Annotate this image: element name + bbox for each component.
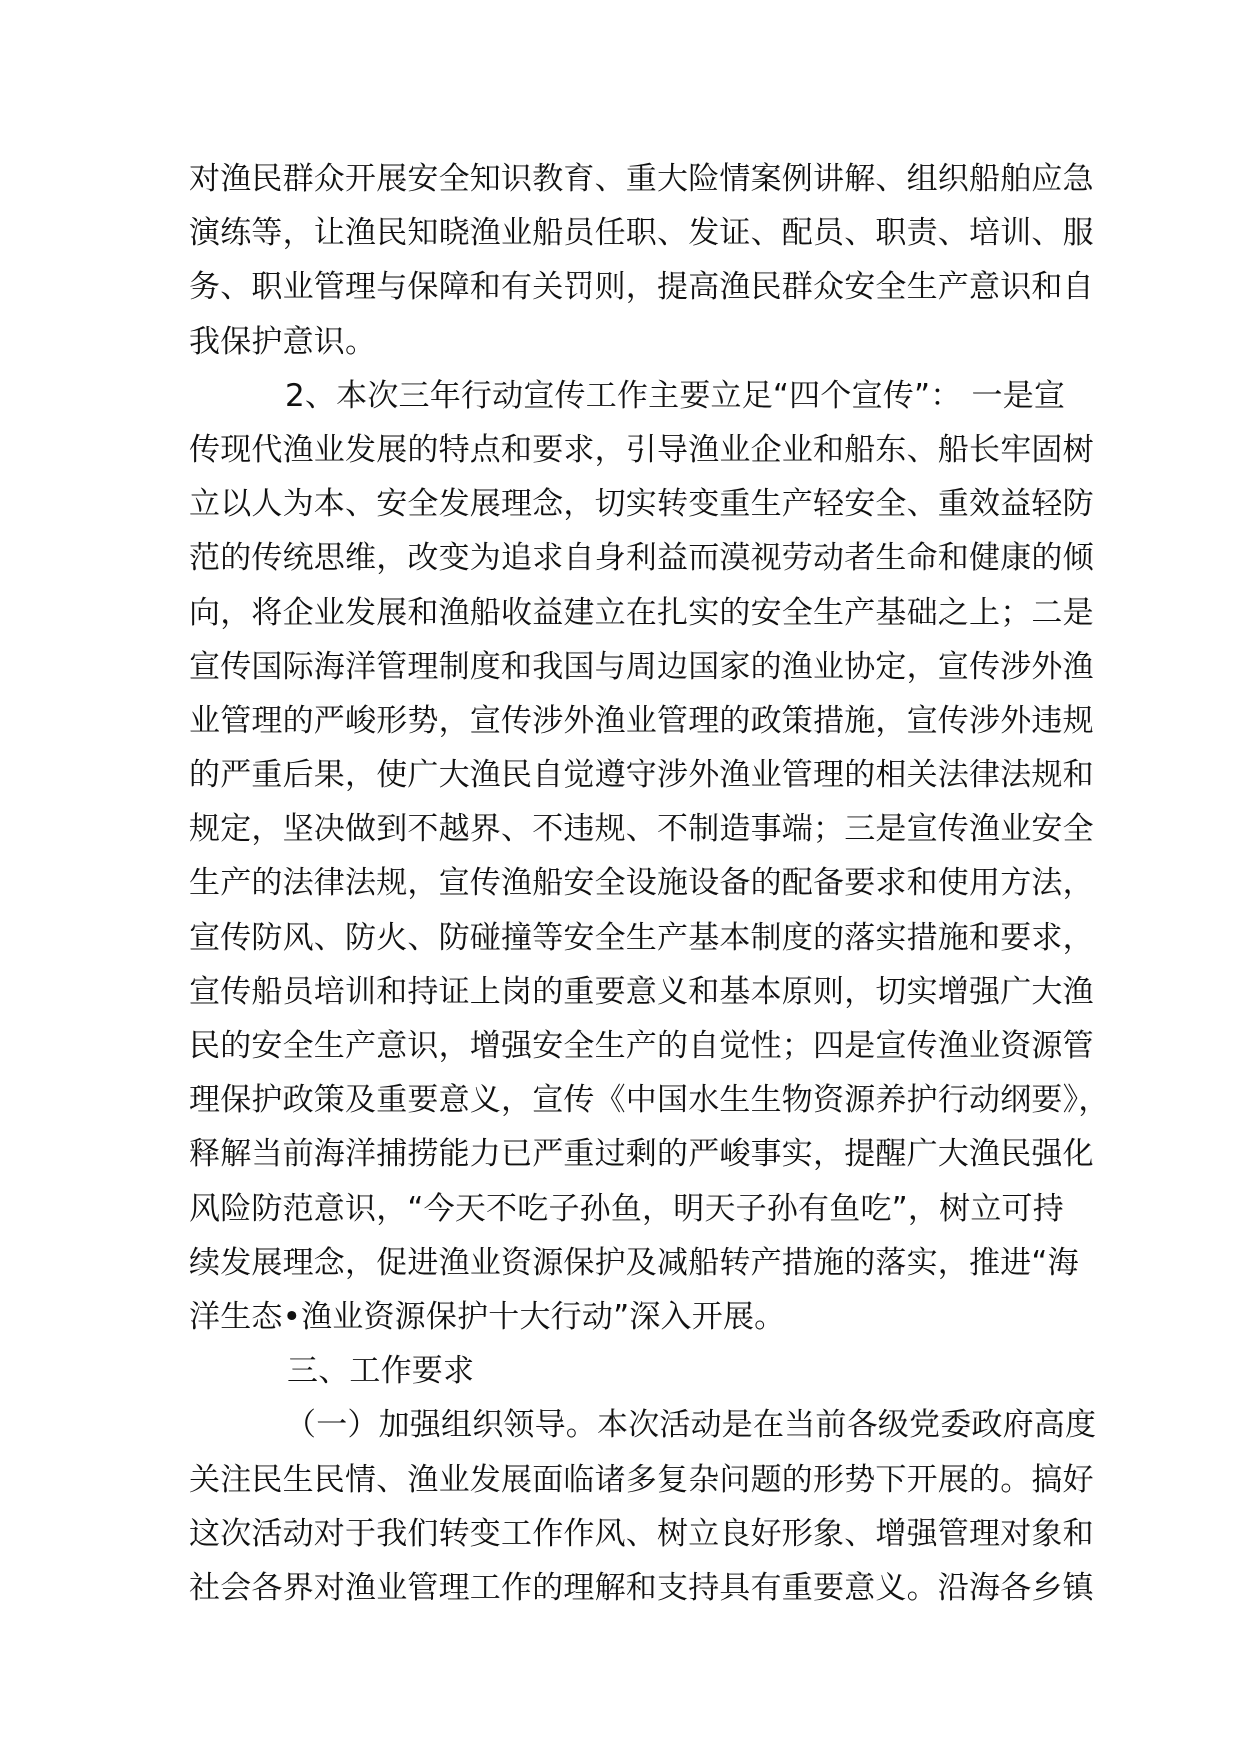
text-line: 业管理的严峻形势，宣传涉外渔业管理的政策措施，宣传涉外违规 [189, 702, 1094, 739]
text-line: 我保护意识。 [189, 323, 377, 360]
text-line: 民的安全生产意识，增强安全生产的自觉性；四是宣传渔业资源管 [189, 1028, 1094, 1064]
text-line: 续发展理念，促进渔业资源保护及减船转产措施的落实，推进“海 [189, 1244, 1079, 1281]
section-heading: 三、工作要求 [287, 1353, 475, 1390]
text-line: 的严重后果，使广大渔民自觉遵守涉外渔业管理的相关法律法规和 [189, 757, 1094, 794]
text-line: 对渔民群众开展安全知识教育、重大险情案例讲解、组织船舶应急 [189, 161, 1094, 197]
text-line: 传现代渔业发展的特点和要求，引导渔业企业和船东、船长牢固树 [189, 431, 1094, 468]
text-line: 这次活动对于我们转变工作作风、树立良好形象、增强管理对象和 [189, 1515, 1094, 1552]
text-line: 风险防范意识，“今天不吃子孙鱼，明天子孙有鱼吃”，树立可持 [189, 1190, 1064, 1227]
text-line: 务、职业管理与保障和有关罚则，提高渔民群众安全生产意识和自 [189, 269, 1094, 306]
text-line: 规定，坚决做到不越界、不违规、不制造事端；三是宣传渔业安全 [189, 811, 1094, 848]
text-line: 向，将企业发展和渔船收益建立在扎实的安全生产基础之上；二是 [189, 594, 1094, 631]
text-line: 关注民生民情、渔业发展面临诸多复杂问题的形势下开展的。搞好 [189, 1461, 1094, 1498]
text-line: 立以人为本、安全发展理念，切实转变重生产轻安全、重效益轻防 [189, 486, 1094, 523]
text-line: 宣传国际海洋管理制度和我国与周边国家的渔业协定，宣传涉外渔 [189, 648, 1094, 685]
text-line: 理保护政策及重要意义，宣传《中国水生生物资源养护行动纲要》， [189, 1082, 1110, 1119]
text-line: 生产的法律法规，宣传渔船安全设施设备的配备要求和使用方法， [189, 865, 1094, 902]
document-body [189, 152, 1110, 1615]
text-line: 释解当前海洋捕捞能力已严重过剩的严峻事实，提醒广大渔民强化 [189, 1136, 1094, 1173]
paragraph-start-line: （一）加强组织领导。本次活动是在当前各级党委政府高度 [285, 1407, 1097, 1444]
paragraph-start-line: 2、本次三年行动宣传工作主要立足“四个宣传”： 一是宣 [285, 377, 1066, 414]
text-line: 范的传统思维，改变为追求自身利益而漠视劳动者生命和健康的倾 [189, 540, 1094, 577]
text-line: 洋生态•渔业资源保护十大行动”深入开展。 [189, 1298, 786, 1335]
text-line: 演练等，让渔民知晓渔业船员任职、发证、配员、职责、培训、服 [189, 215, 1094, 252]
text-line: 宣传防风、防火、防碰撞等安全生产基本制度的落实措施和要求， [189, 919, 1094, 956]
text-line: 宣传船员培训和持证上岗的重要意义和基本原则，切实增强广大渔 [189, 973, 1094, 1010]
text-line: 社会各界对渔业管理工作的理解和支持具有重要意义。沿海各乡镇 [189, 1569, 1094, 1606]
